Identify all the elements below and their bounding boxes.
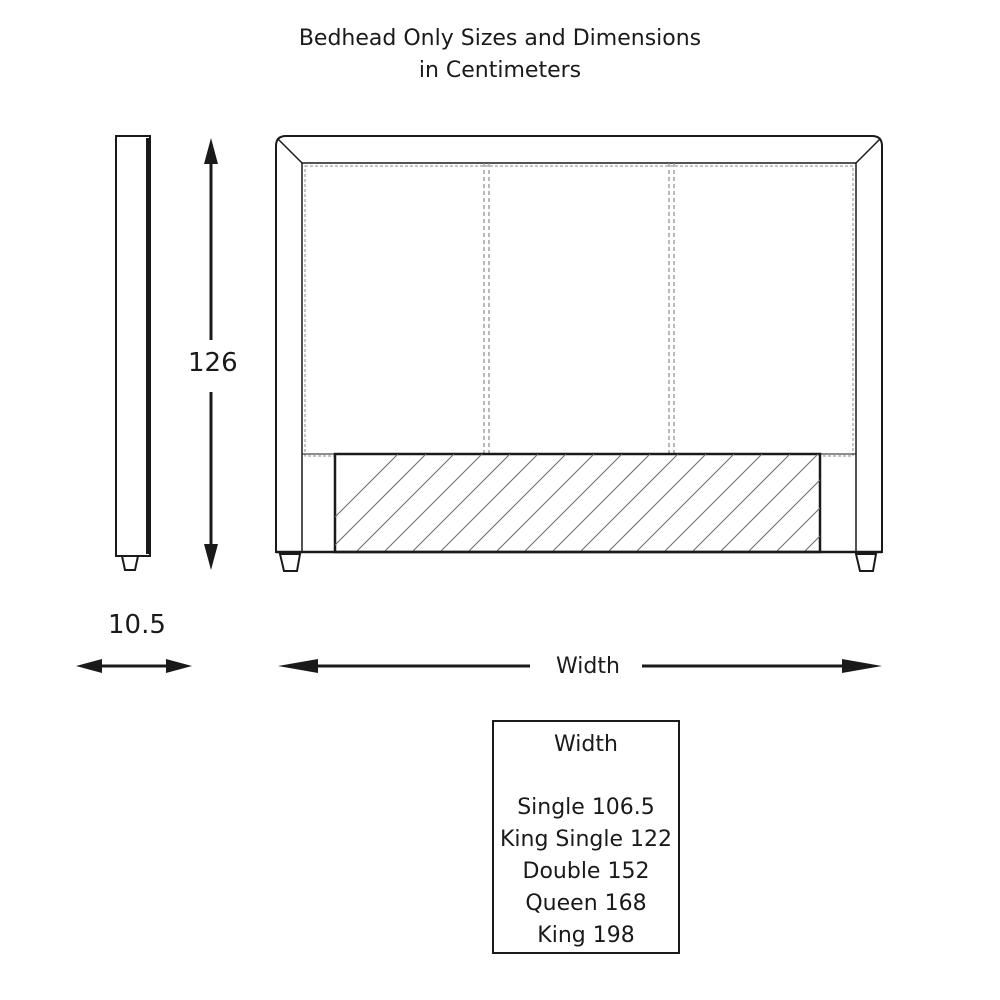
- size-row-king-single: King Single 122: [499, 827, 673, 852]
- size-table: [492, 720, 680, 954]
- height-label: 126: [188, 348, 238, 378]
- depth-arrow: [76, 659, 192, 673]
- diagram-subtitle: in Centimeters: [418, 58, 582, 83]
- side-panel: [116, 136, 150, 556]
- size-table-heading: Width: [554, 732, 618, 757]
- side-view: [116, 136, 150, 570]
- front-leg-right: [856, 554, 876, 571]
- size-table-rows: [494, 792, 678, 952]
- diagram-title: Bedhead Only Sizes and Dimensions: [298, 26, 702, 51]
- size-row-king: King 198: [537, 923, 635, 948]
- depth-label: 10.5: [108, 610, 166, 640]
- size-row-queen: Queen 168: [525, 891, 647, 916]
- size-row-double: Double 152: [522, 859, 650, 884]
- front-leg-left: [280, 554, 300, 571]
- size-row-single: Single 106.5: [517, 795, 655, 820]
- width-label: Width: [556, 654, 620, 679]
- front-view: [276, 136, 902, 571]
- side-leg: [122, 556, 138, 570]
